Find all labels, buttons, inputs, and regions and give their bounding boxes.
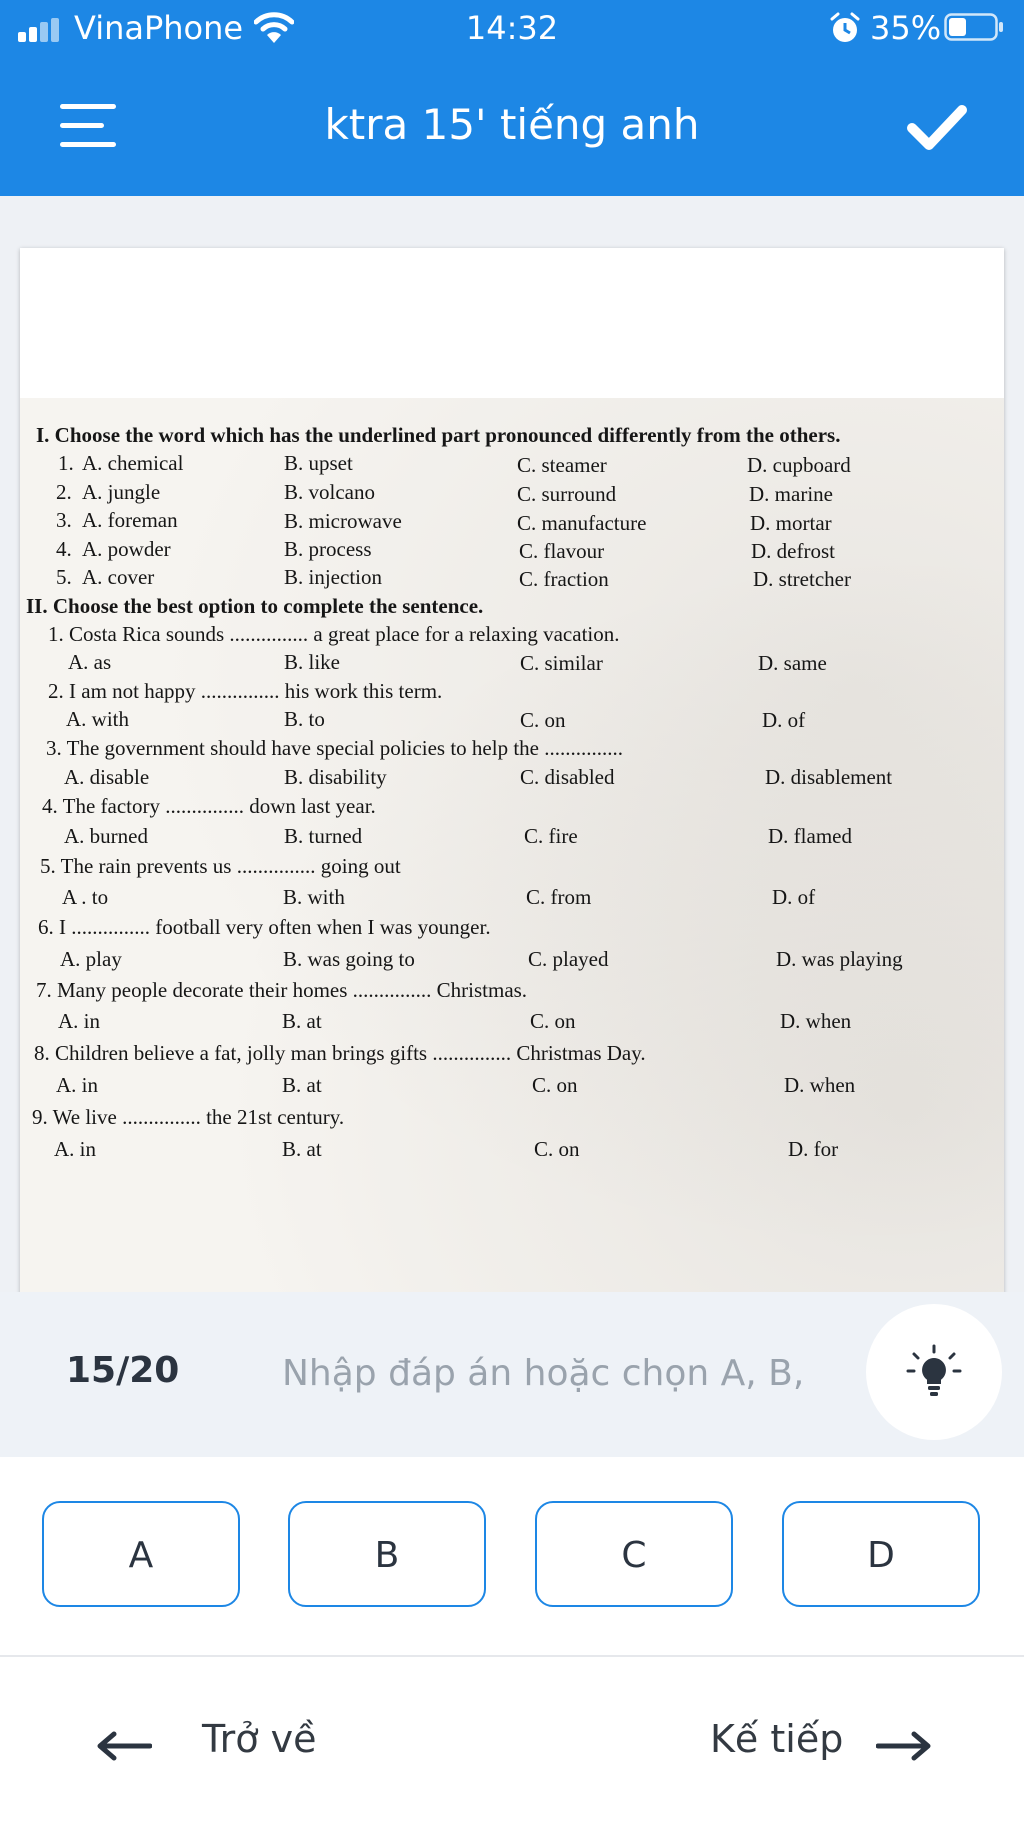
app-header xyxy=(0,56,1024,196)
choice-c-button[interactable]: C xyxy=(535,1501,733,1607)
choice-d-button[interactable]: D xyxy=(782,1501,980,1607)
section-heading: II. Choose the best option to complete the sentence. xyxy=(26,594,484,618)
page-title: ktra 15' tiếng anh xyxy=(324,100,700,149)
clock: 14:32 xyxy=(465,9,559,47)
question-counter: 15/20 xyxy=(66,1350,180,1391)
alarm-icon xyxy=(828,11,862,45)
battery-percent: 35% xyxy=(870,9,942,47)
next-label: Kế tiếp xyxy=(710,1717,844,1761)
arrow-left-icon xyxy=(96,1731,152,1761)
answer-input[interactable] xyxy=(280,1332,844,1414)
status-bar xyxy=(0,0,1024,56)
choice-a-button[interactable]: A xyxy=(42,1501,240,1607)
next-button[interactable] xyxy=(708,1717,934,1777)
back-button[interactable] xyxy=(96,1717,336,1777)
worksheet-photo: I. Choose the word which has the underlined part pronounced differently from the others. 1. A. chemical B. upset C. steamer D. cupboard 2. A. jungle B. volcano C. surround D. marine 3. A. foreman B. microwave C. manufacture D. mortar 4. A. powder B. process C. flavour D. defrost 5. A. cover B. injection C. fraction D. stretcher II. Choose the best option to complete the sentence. 1. Costa Rica sounds ............... a great place for a relaxing vacation. A. as B. like C. similar D. same 2. I am not happy ............... his work this term. A. with B. to C. on D. of 3. The government should have special policies to help the ............... A. disable B. disability C. disabled D. disablement 4. The factory ............... down last year. A. burned B. turned C. fire D. flamed 5. The rain prevents us ............... going out A . to B. with C. from D. of 6. I ............... football very often when I was younger. A. play B. was going to C. played D. was playing 7. Many people decorate their homes ............... Christmas. A. in B. at C. on D. when 8. Children believe a fat, jolly man brings gifts ............... Christmas Day. A. in B. at C. on D. when 9. We live ............... the 21st century. A. in B. at C. on D. for xyxy=(20,398,1004,1292)
answer-bar xyxy=(0,1292,1024,1457)
carrier-name: VinaPhone xyxy=(74,9,244,47)
document-viewer[interactable] xyxy=(0,196,1024,1292)
document-page xyxy=(20,248,1004,1292)
hint-button[interactable] xyxy=(866,1304,1002,1440)
bottom-nav xyxy=(0,1657,1024,1821)
choice-buttons xyxy=(0,1457,1024,1657)
choice-b-button[interactable]: B xyxy=(288,1501,486,1607)
back-label: Trở về xyxy=(202,1717,317,1761)
section-heading: I. Choose the word which has the underlined part pronounced differently from the others. xyxy=(36,423,841,447)
lightbulb-icon xyxy=(906,1344,962,1400)
check-icon[interactable] xyxy=(906,102,968,152)
battery-icon xyxy=(944,12,1004,42)
arrow-right-icon xyxy=(876,1731,932,1761)
